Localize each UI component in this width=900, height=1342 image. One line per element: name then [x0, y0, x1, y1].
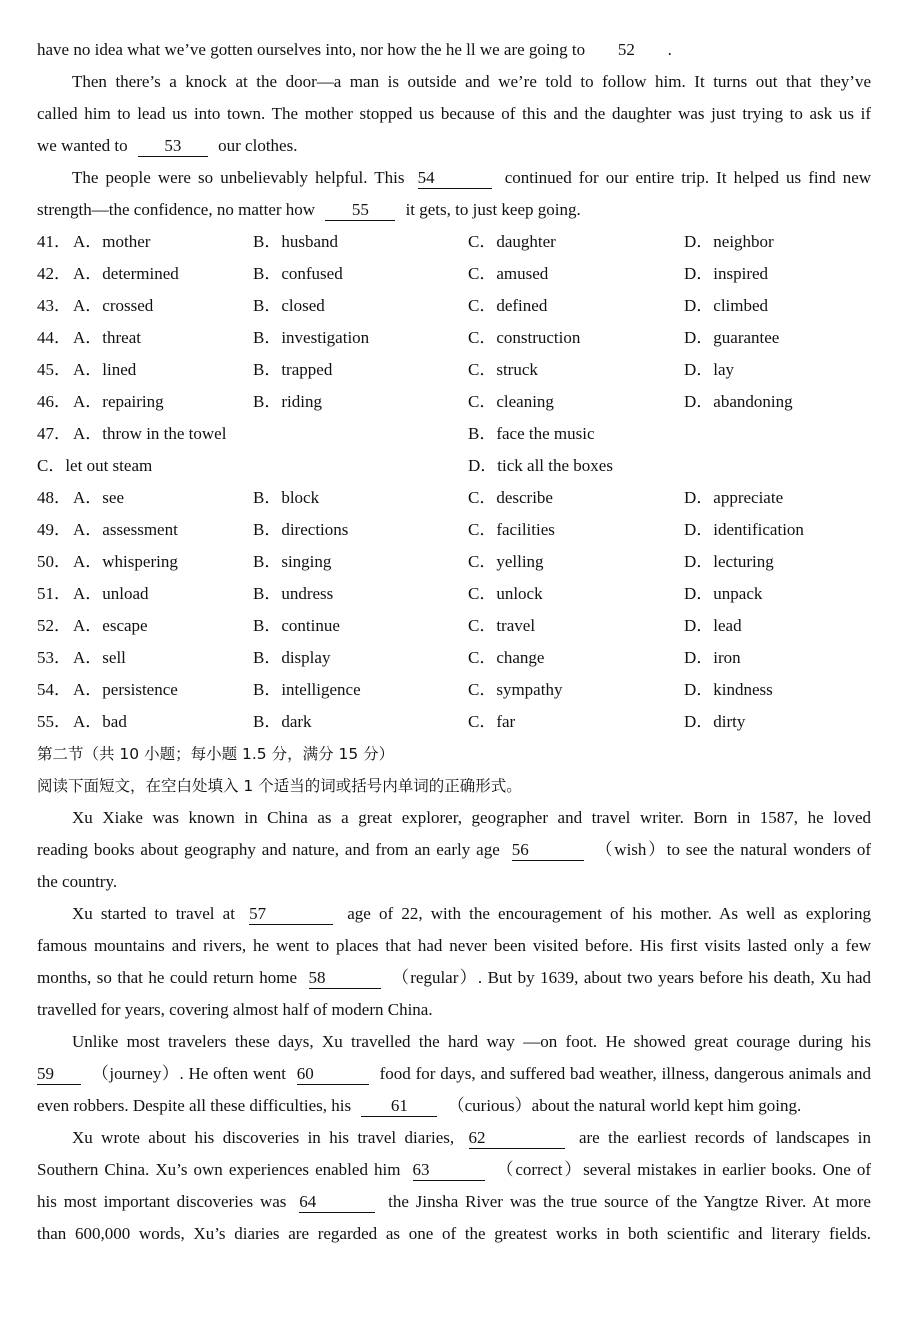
question-number: 47．: [37, 424, 71, 443]
option-d: D．lay: [684, 360, 735, 379]
passage-line: [37, 130, 871, 162]
option-c: C．describe: [468, 488, 553, 507]
passage-line: the country.: [37, 872, 118, 891]
passage-line: [37, 1058, 871, 1090]
passage-line: travelled for years, covering almost half of modern China.: [37, 1000, 433, 1019]
passage-text: Southern China. Xu’s own experiences enabled him: [37, 1160, 401, 1179]
option-c: C．sympathy: [468, 680, 563, 699]
blank-54: 54: [418, 168, 492, 189]
options-row-42: [37, 258, 871, 290]
option-b: B．trapped: [253, 360, 333, 379]
options-row-55: [37, 706, 871, 738]
question-number: 49．: [37, 520, 71, 539]
passage-text: （journey）. He often went: [91, 1064, 286, 1083]
exam-page: [37, 34, 871, 1250]
option-a: A．crossed: [73, 296, 154, 315]
passage-line: [37, 1154, 871, 1186]
option-b: B．confused: [253, 264, 343, 283]
option-d: D．unpack: [684, 584, 763, 603]
passage-line: famous mountains and rivers, he went to places that had never been visited before. His first visits lasted only a few: [37, 936, 871, 955]
question-number: 43．: [37, 296, 71, 315]
blank-60: 60: [297, 1064, 369, 1085]
blank-55: 55: [325, 200, 395, 221]
option-a: A．bad: [73, 712, 127, 731]
option-d: D．kindness: [684, 680, 773, 699]
option-b: B．riding: [253, 392, 322, 411]
section-instruction: 阅读下面短文，在空白处填入 1 个适当的词或括号内单词的正确形式。: [37, 777, 522, 795]
option-b: B．husband: [253, 232, 338, 251]
passage-text: months, so that he could return home: [37, 968, 298, 987]
options-row-50: [37, 546, 871, 578]
option-b: B．directions: [253, 520, 349, 539]
passage-text: .: [667, 40, 672, 59]
passage-text: reading books about geography and nature, and from an early age: [37, 840, 500, 859]
passage-text: are the earliest records of landscapes in: [578, 1128, 871, 1147]
option-d: D．iron: [684, 648, 741, 667]
options-row-44: [37, 322, 871, 354]
option-c: C．unlock: [468, 584, 543, 603]
option-a: A．assessment: [73, 520, 178, 539]
question-number: 46．: [37, 392, 71, 411]
passage-line: [37, 194, 871, 226]
passage-line: [37, 1122, 871, 1154]
option-b: B．block: [253, 488, 320, 507]
options-row-46: [37, 386, 871, 418]
blank-57: 57: [249, 904, 333, 925]
question-number: 51．: [37, 584, 71, 603]
option-b: B．dark: [253, 712, 312, 731]
passage-text: Xu started to travel at: [72, 904, 235, 923]
option-b: B．singing: [253, 552, 332, 571]
option-c: C．change: [468, 648, 545, 667]
option-a: A．sell: [73, 648, 126, 667]
option-b: B．display: [253, 648, 331, 667]
passage-line: [37, 898, 871, 930]
question-number: 55．: [37, 712, 71, 731]
option-d: D．climbed: [684, 296, 769, 315]
blank-64: 64: [299, 1192, 375, 1213]
passage-text: we wanted to: [37, 136, 128, 155]
option-b: B．investigation: [253, 328, 370, 347]
options-row-47: [37, 418, 871, 450]
passage-line: [37, 834, 871, 866]
question-number: 41．: [37, 232, 71, 251]
options-row-41: [37, 226, 871, 258]
options-row-54: [37, 674, 871, 706]
options-row-45: [37, 354, 871, 386]
passage-text: his most important discoveries was: [37, 1192, 287, 1211]
passage-line: called him to lead us into town. The mother stopped us because of this and the daughter was just trying to ask us if: [37, 104, 871, 123]
options-row-53: [37, 642, 871, 674]
option-a: A．persistence: [73, 680, 178, 699]
passage-text: continued for our entire trip. It helped us find new: [504, 168, 871, 187]
passage-text: （correct）several mistakes in earlier books. One of: [496, 1160, 871, 1179]
passage-text: （curious）about the natural world kept him going.: [447, 1096, 802, 1115]
options-row-47-cont: [37, 450, 871, 482]
option-c: C．construction: [468, 328, 581, 347]
blank-53: 53: [138, 136, 208, 157]
passage-line: [37, 1090, 871, 1122]
option-d: D．abandoning: [684, 392, 793, 411]
passage-line: [37, 162, 871, 194]
blank-52: 52: [617, 40, 635, 59]
blank-61: 61: [361, 1096, 437, 1117]
passage-line: Then there’s a knock at the door—a man is outside and we’re told to follow him. It turns out that they’ve: [72, 72, 871, 91]
option-d: D．neighbor: [684, 232, 774, 251]
option-c: C．yelling: [468, 552, 544, 571]
passage-text: Xu wrote about his discoveries in his travel diaries,: [72, 1128, 455, 1147]
passage-text: （wish）to see the natural wonders of: [595, 840, 871, 859]
passage-line: [37, 1186, 871, 1218]
passage-line: Xu Xiake was known in China as a great explorer, geographer and travel writer. Born in 1587, he loved: [72, 808, 871, 827]
option-c: C．facilities: [468, 520, 555, 539]
option-d: D．lead: [684, 616, 742, 635]
option-d: D．lecturing: [684, 552, 774, 571]
option-b: B．continue: [253, 616, 340, 635]
passage-text: have no idea what we’ve gotten ourselves into, nor how the he ll we are going to: [37, 40, 586, 59]
options-row-52: [37, 610, 871, 642]
option-d: D．guarantee: [684, 328, 780, 347]
option-a: A．threat: [73, 328, 141, 347]
option-d: D．dirty: [684, 712, 746, 731]
options-row-48: [37, 482, 871, 514]
option-d: D．appreciate: [684, 488, 784, 507]
option-a: A．lined: [73, 360, 137, 379]
question-number: 42．: [37, 264, 71, 283]
blank-56: 56: [512, 840, 584, 861]
option-c: C．let out steam: [37, 456, 153, 475]
option-c: C．far: [468, 712, 516, 731]
blank-59: 59: [37, 1064, 81, 1085]
blank-62: 62: [469, 1128, 565, 1149]
option-c: C．amused: [468, 264, 549, 283]
option-a: A．escape: [73, 616, 148, 635]
passage-line: than 600,000 words, Xu’s diaries are regarded as one of the greatest works in both scientific and literary fields.: [37, 1224, 871, 1243]
passage-text: （regular）. But by 1639, about two years before his death, Xu had: [392, 968, 871, 987]
question-number: 44．: [37, 328, 71, 347]
passage-text: even robbers. Despite all these difficulties, his: [37, 1096, 352, 1115]
passage-text: strength—the confidence, no matter how: [37, 200, 316, 219]
options-row-43: [37, 290, 871, 322]
passage-line: [37, 34, 871, 66]
passage-text: the Jinsha River was the true source of the Yangtze River. At more: [388, 1192, 871, 1211]
option-a: A．repairing: [73, 392, 164, 411]
passage-text: food for days, and suffered bad weather, illness, dangerous animals and: [379, 1064, 871, 1083]
question-number: 52．: [37, 616, 71, 635]
option-b: B．face the music: [468, 424, 595, 443]
question-number: 50．: [37, 552, 71, 571]
question-number: 45．: [37, 360, 71, 379]
option-d: D．inspired: [684, 264, 769, 283]
option-c: C．defined: [468, 296, 548, 315]
passage-text: The people were so unbelievably helpful. This: [72, 168, 405, 187]
question-number: 54．: [37, 680, 71, 699]
option-d: D．tick all the boxes: [468, 456, 613, 475]
passage-text: our clothes.: [218, 136, 298, 155]
option-a: A．see: [73, 488, 124, 507]
option-b: B．closed: [253, 296, 325, 315]
option-c: C．struck: [468, 360, 538, 379]
option-a: A．whispering: [73, 552, 178, 571]
question-number: 48．: [37, 488, 71, 507]
option-c: C．travel: [468, 616, 536, 635]
blank-58: 58: [309, 968, 381, 989]
option-c: C．cleaning: [468, 392, 554, 411]
option-a: A．determined: [73, 264, 179, 283]
passage-text: age of 22, with the encouragement of his mother. As well as exploring: [347, 904, 871, 923]
passage-line: Unlike most travelers these days, Xu travelled the hard way —on foot. He showed great courage during his: [72, 1032, 871, 1051]
option-b: B．undress: [253, 584, 334, 603]
option-a: A．throw in the towel: [73, 424, 227, 443]
question-number: 53．: [37, 648, 71, 667]
option-a: A．unload: [73, 584, 149, 603]
option-c: C．daughter: [468, 232, 556, 251]
options-row-51: [37, 578, 871, 610]
blank-63: 63: [413, 1160, 485, 1181]
option-b: B．intelligence: [253, 680, 361, 699]
options-row-49: [37, 514, 871, 546]
passage-text: it gets, to just keep going.: [405, 200, 581, 219]
option-d: D．identification: [684, 520, 804, 539]
section-heading: 第二节（共 10 小题；每小题 1.5 分，满分 15 分）: [37, 745, 395, 763]
passage-line: [37, 962, 871, 994]
option-a: A．mother: [73, 232, 151, 251]
